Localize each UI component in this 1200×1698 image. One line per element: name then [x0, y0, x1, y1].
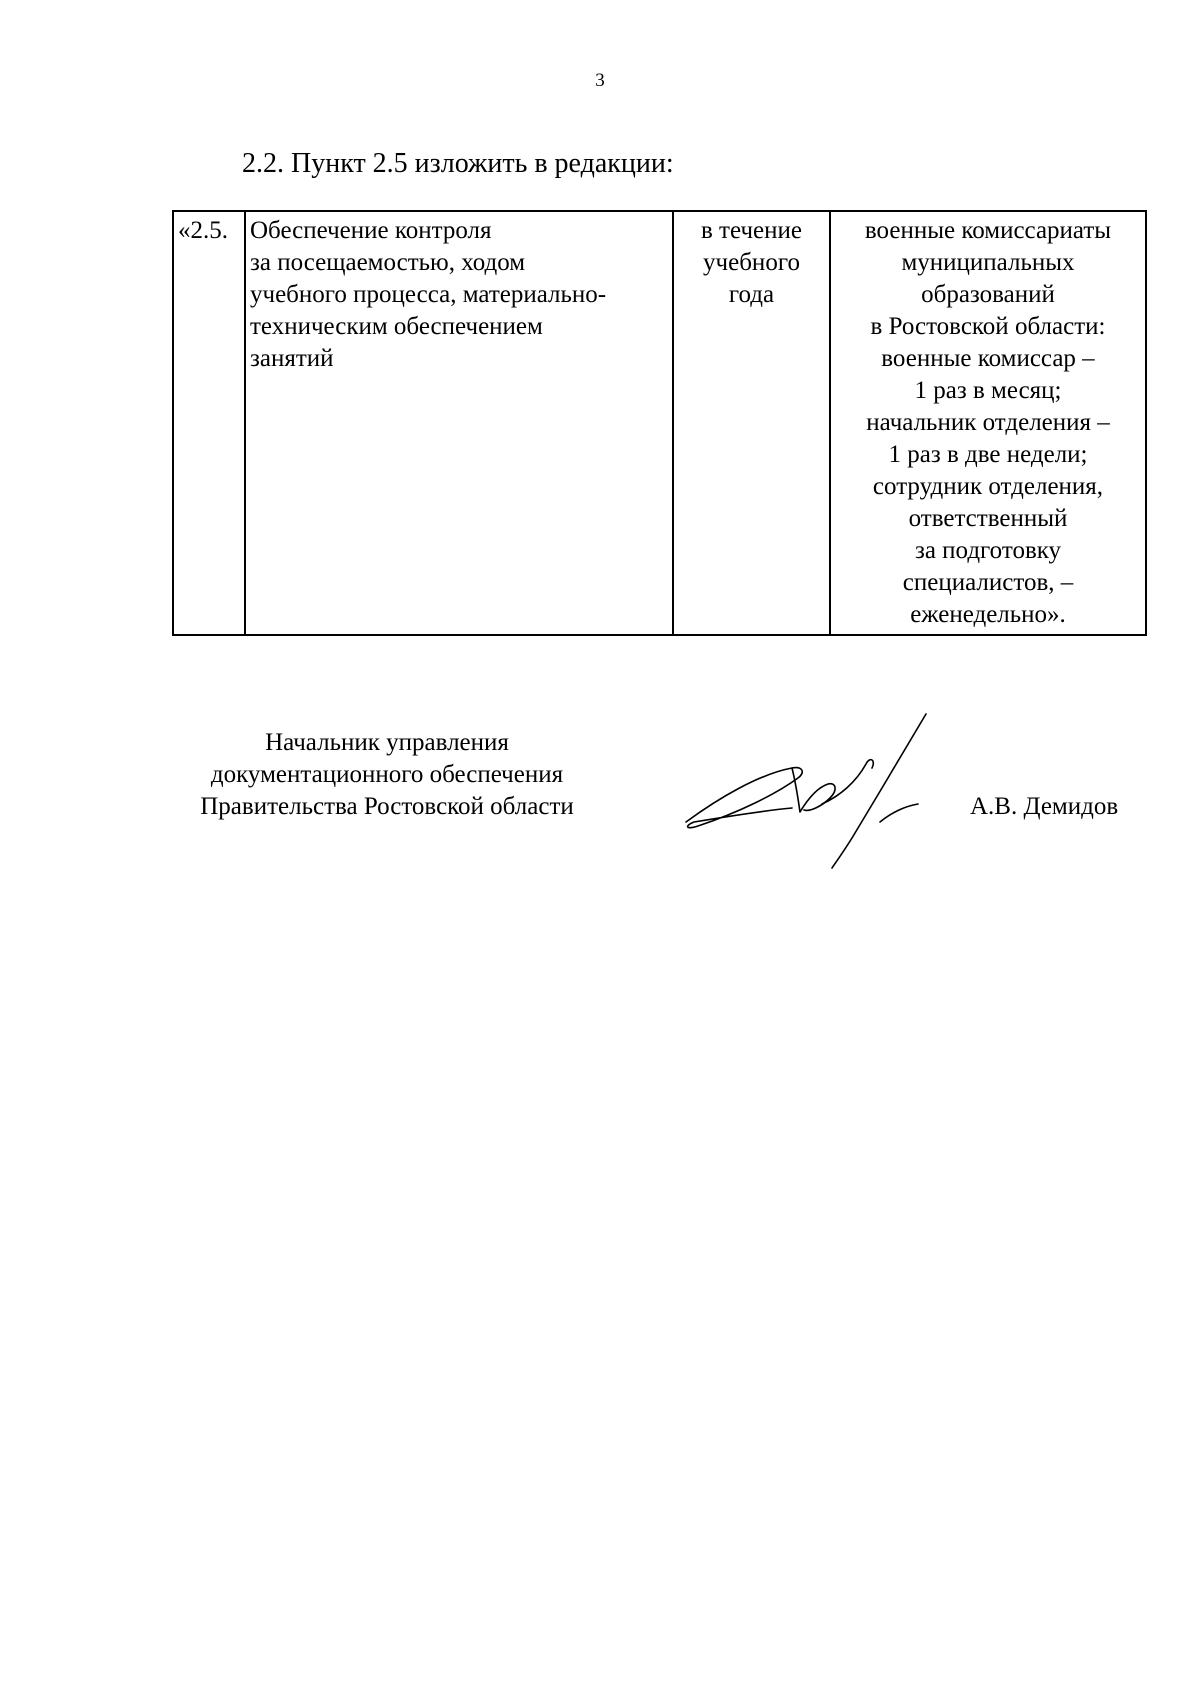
item-number-cell: «2.5. [173, 211, 245, 635]
item-description-cell: Обеспечение контроля за посещаемостью, ходом учебного процесса, материально- техническим обеспечением занятий [245, 211, 673, 635]
item-responsible-cell: военные комиссариаты муниципальных образований в Ростовской области: военные комиссар – 1 раз в месяц; начальник отделения – 1 раз в две недели; сотрудник отделения, ответственный за подготовку специалистов, – еженедельно». [830, 211, 1146, 635]
signatory-title: Начальник управления документационного обеспечения Правительства Ростовской области [200, 729, 574, 820]
item-period-cell: в течение учебного года [673, 211, 830, 635]
table-row [173, 211, 1146, 635]
amendment-table [172, 210, 1147, 636]
signatory-name: А.В. Демидов [970, 793, 1119, 820]
handwritten-signature [680, 712, 940, 872]
amendment-intro: 2.2. Пункт 2.5 изложить в редакции: [242, 148, 674, 179]
page-number: 3 [595, 70, 605, 91]
